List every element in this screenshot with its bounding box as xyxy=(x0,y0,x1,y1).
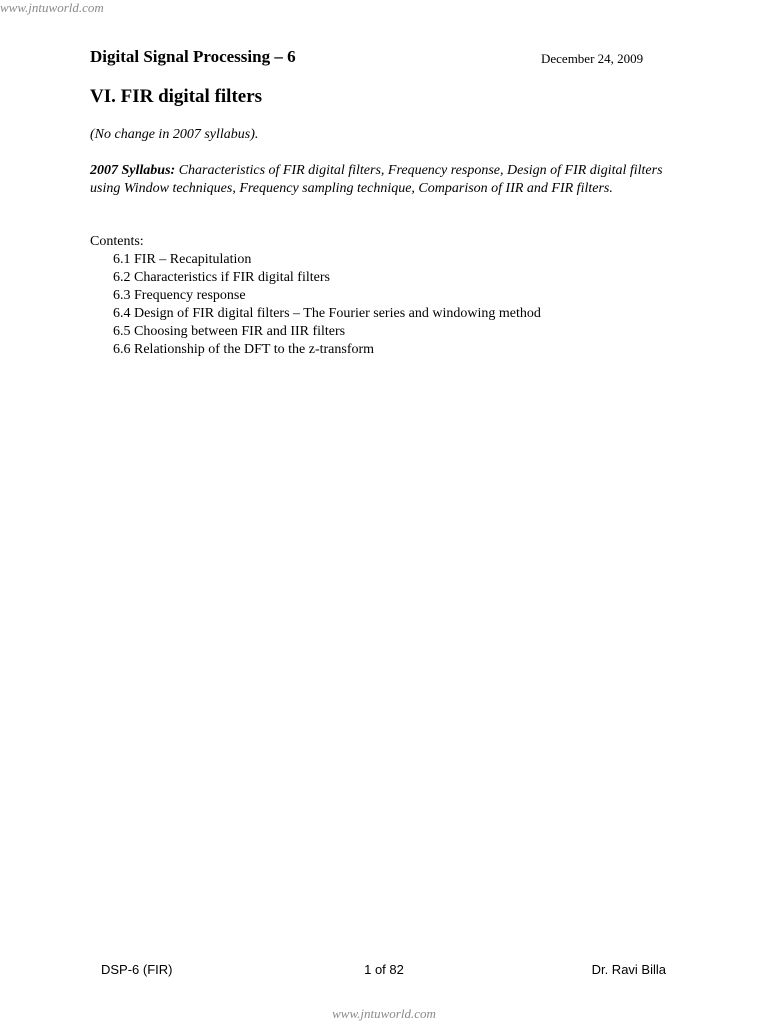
contents-item: 6.6 Relationship of the DFT to the z-transform xyxy=(113,342,375,357)
syllabus-paragraph xyxy=(90,162,680,198)
contents-list xyxy=(113,251,541,359)
contents-label: Contents: xyxy=(90,234,144,249)
contents-item: 6.2 Characteristics if FIR digital filters xyxy=(113,270,330,285)
watermark-top: www.jntuworld.com xyxy=(0,0,104,15)
chapter-title: VI. FIR digital filters xyxy=(90,86,263,107)
contents-item: 6.3 Frequency response xyxy=(113,288,246,303)
footer-page-number: 1 of 82 xyxy=(364,962,404,977)
footer-doc-code: DSP-6 (FIR) xyxy=(101,962,173,977)
contents-item: 6.4 Design of FIR digital filters – The Fourier series and windowing method xyxy=(113,306,541,321)
document-date: December 24, 2009 xyxy=(541,51,644,66)
syllabus-text: Characteristics of FIR digital filters, Frequency response, Design of FIR digital filters using Window techniques, Frequency sampling technique, Comparison of IIR and FIR filters. xyxy=(90,163,663,196)
watermark-bottom: www.jntuworld.com xyxy=(332,1006,436,1021)
course-title: Digital Signal Processing – 6 xyxy=(90,47,296,66)
contents-item: 6.1 FIR – Recapitulation xyxy=(113,252,252,267)
contents-item: 6.5 Choosing between FIR and IIR filters xyxy=(113,324,346,339)
syllabus-note: (No change in 2007 syllabus). xyxy=(90,127,259,142)
footer-author: Dr. Ravi Billa xyxy=(591,962,666,977)
syllabus-label: 2007 Syllabus: xyxy=(90,163,176,178)
